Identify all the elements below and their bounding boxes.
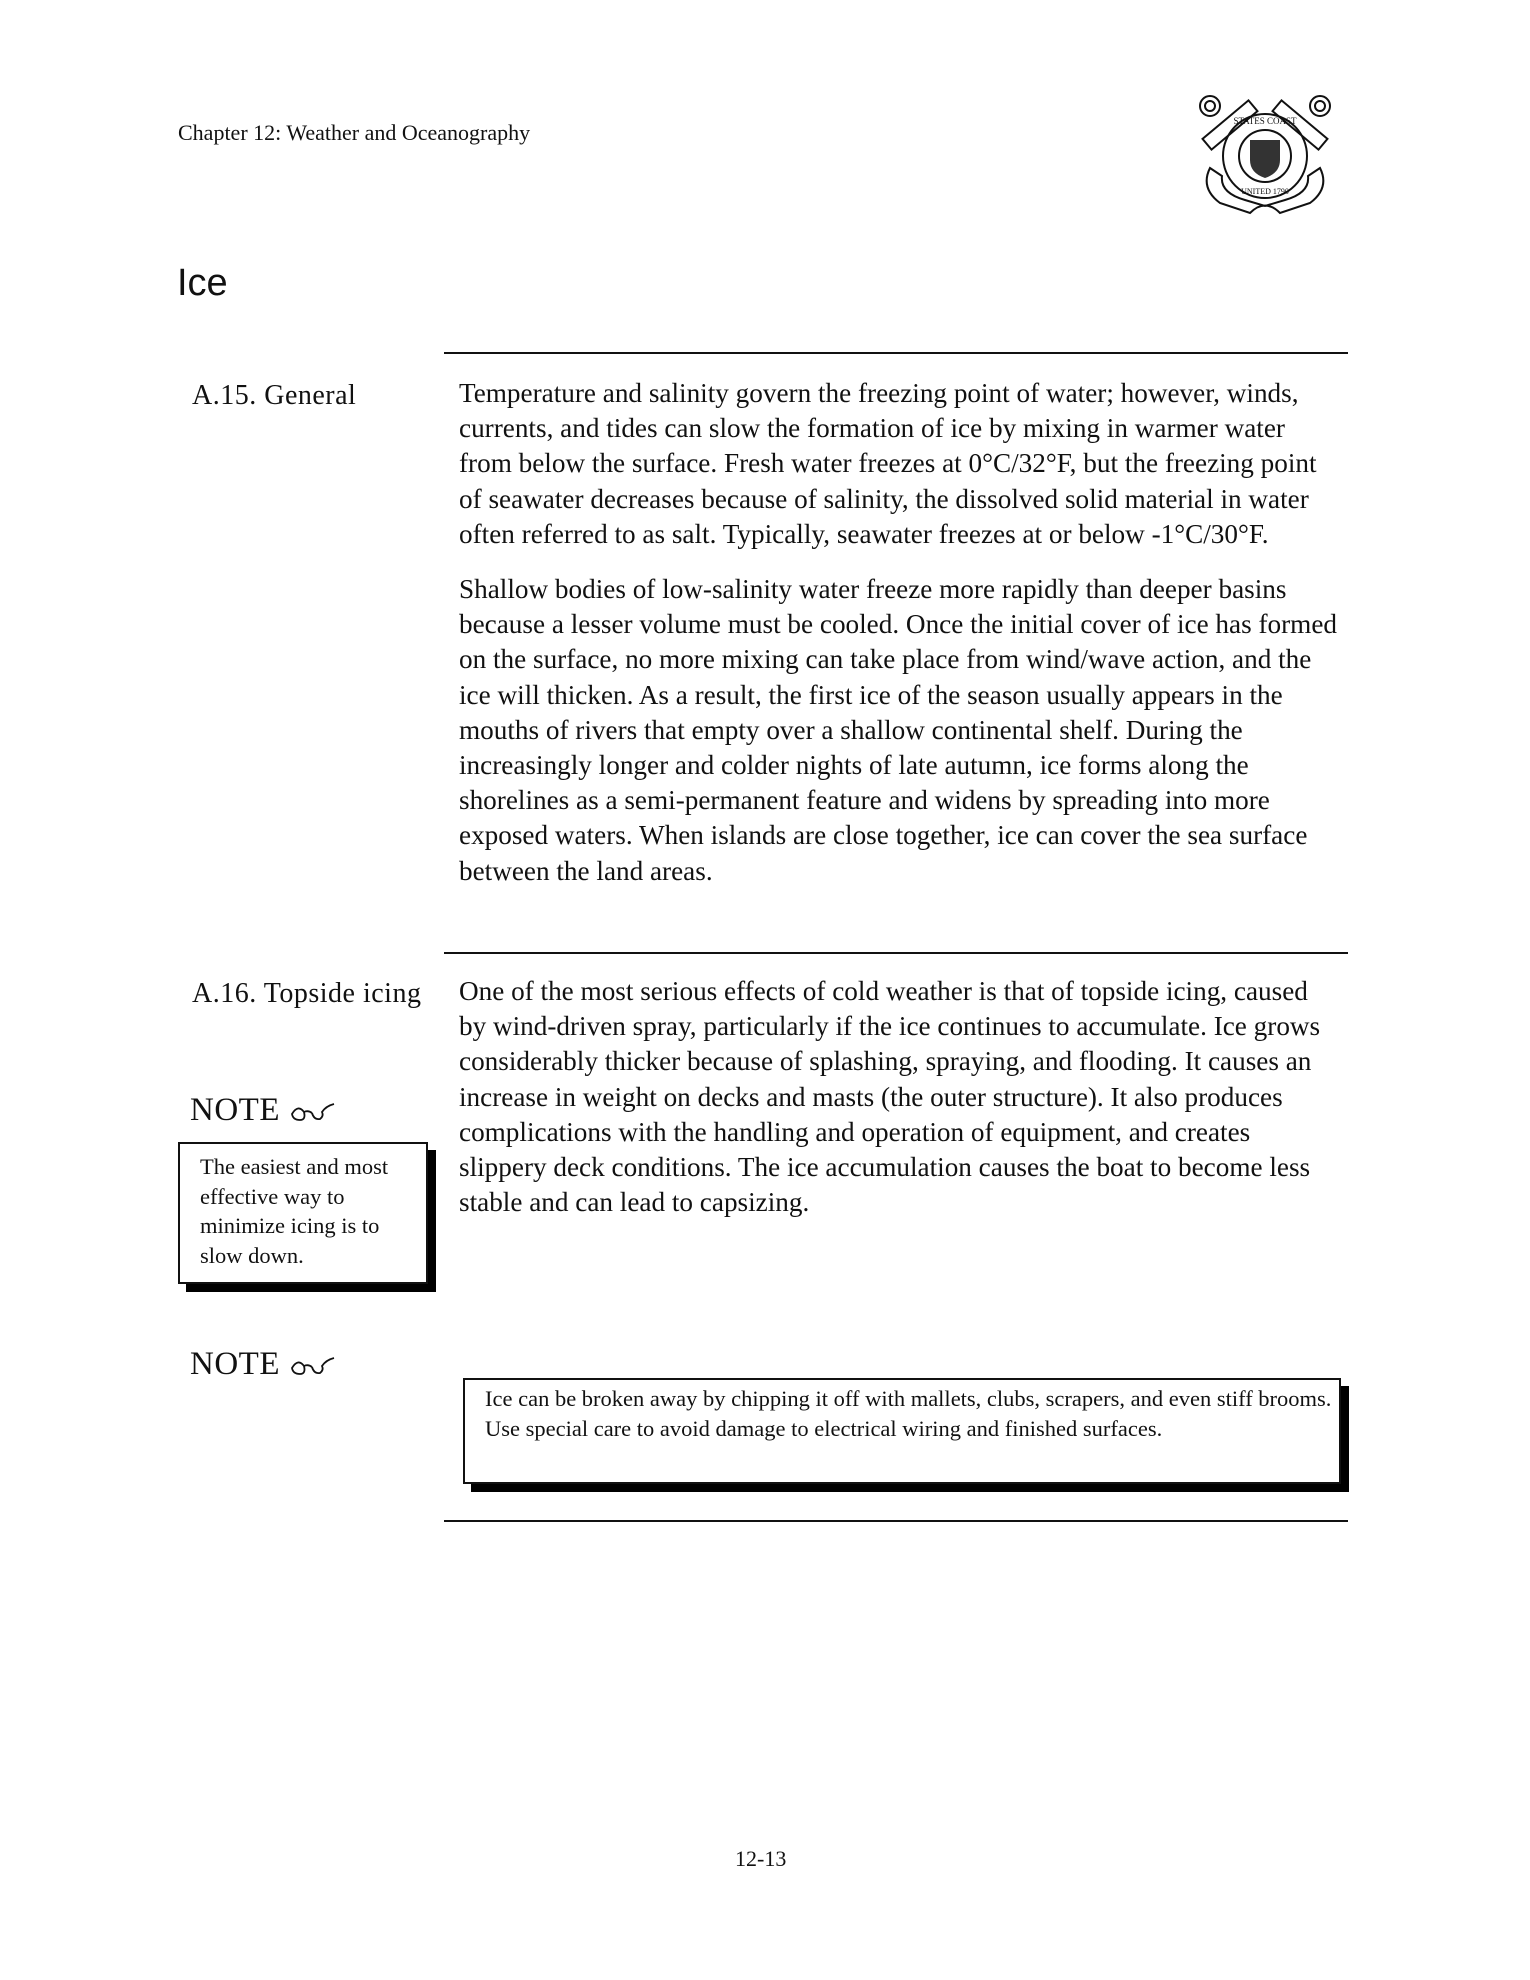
section-title: Ice (177, 262, 228, 304)
note-box: The easiest and most effective way to minimize icing is to slow down. (178, 1142, 428, 1284)
uscg-emblem-icon (1190, 88, 1340, 223)
section-label-topside-icing: A.16. Topside icing (192, 978, 422, 1009)
divider (444, 1520, 1348, 1522)
divider (444, 352, 1348, 354)
note-box: Ice can be broken away by chipping it off with mallets, clubs, scrapers, and even stiff brooms. Use special care to avoid damage to electrical wiring and finished surfaces. (463, 1378, 1341, 1484)
section-body-general (459, 376, 1339, 909)
eyeglasses-icon (290, 1352, 336, 1378)
svg-text:STATES COAST: STATES COAST (1233, 116, 1297, 126)
eyeglasses-icon (290, 1098, 336, 1124)
section-body-topside-icing (459, 974, 1339, 1240)
paragraph: One of the most serious effects of cold weather is that of topside icing, caused by wind-driven spray, particularly if the ice continues to accumulate. Ice grows considerably thicker because of splashing, spraying, and flooding. It causes an increase in weight on decks and masts (the outer structure). It also produces complications with the handling and operation of equipment, and creates slippery deck conditions. The ice accumulation causes the boat to become less stable and can lead to capsizing. (459, 976, 1321, 1218)
note-label: NOTE (190, 1346, 336, 1383)
paragraph: Shallow bodies of low-salinity water freeze more rapidly than deeper basins because a lesser volume must be cooled. Once the initial cover of ice has formed on the surface, no more mixing can take place from wind/wave action, and the ice will thicken. As a result, the first ice of the season usually appears in the mouths of rivers that empty over a shallow continental shelf. During the increasingly longer and colder nights of late autumn, ice forms along the shorelines as a semi-permanent feature and widens by spreading into more exposed waters. When islands are close together, ice can cover the sea surface between the land areas. (459, 574, 1337, 886)
page-number: 12-13 (735, 1846, 787, 1871)
chapter-header: Chapter 12: Weather and Oceanography (178, 120, 531, 145)
section-label-general: A.15. General (192, 380, 357, 411)
svg-text:UNITED 1790: UNITED 1790 (1241, 187, 1289, 196)
paragraph: Temperature and salinity govern the freezing point of water; however, winds, currents, and tides can slow the formation of ice by mixing in warmer water from below the surface. Fresh water freezes at 0°C/32°F, but the freezing point of seawater decreases because of salinity, the dissolved solid material in water often referred to as salt. Typically, seawater freezes at or below -1°C/30°F. (459, 378, 1317, 549)
note-label: NOTE (190, 1092, 336, 1129)
divider (444, 952, 1348, 954)
